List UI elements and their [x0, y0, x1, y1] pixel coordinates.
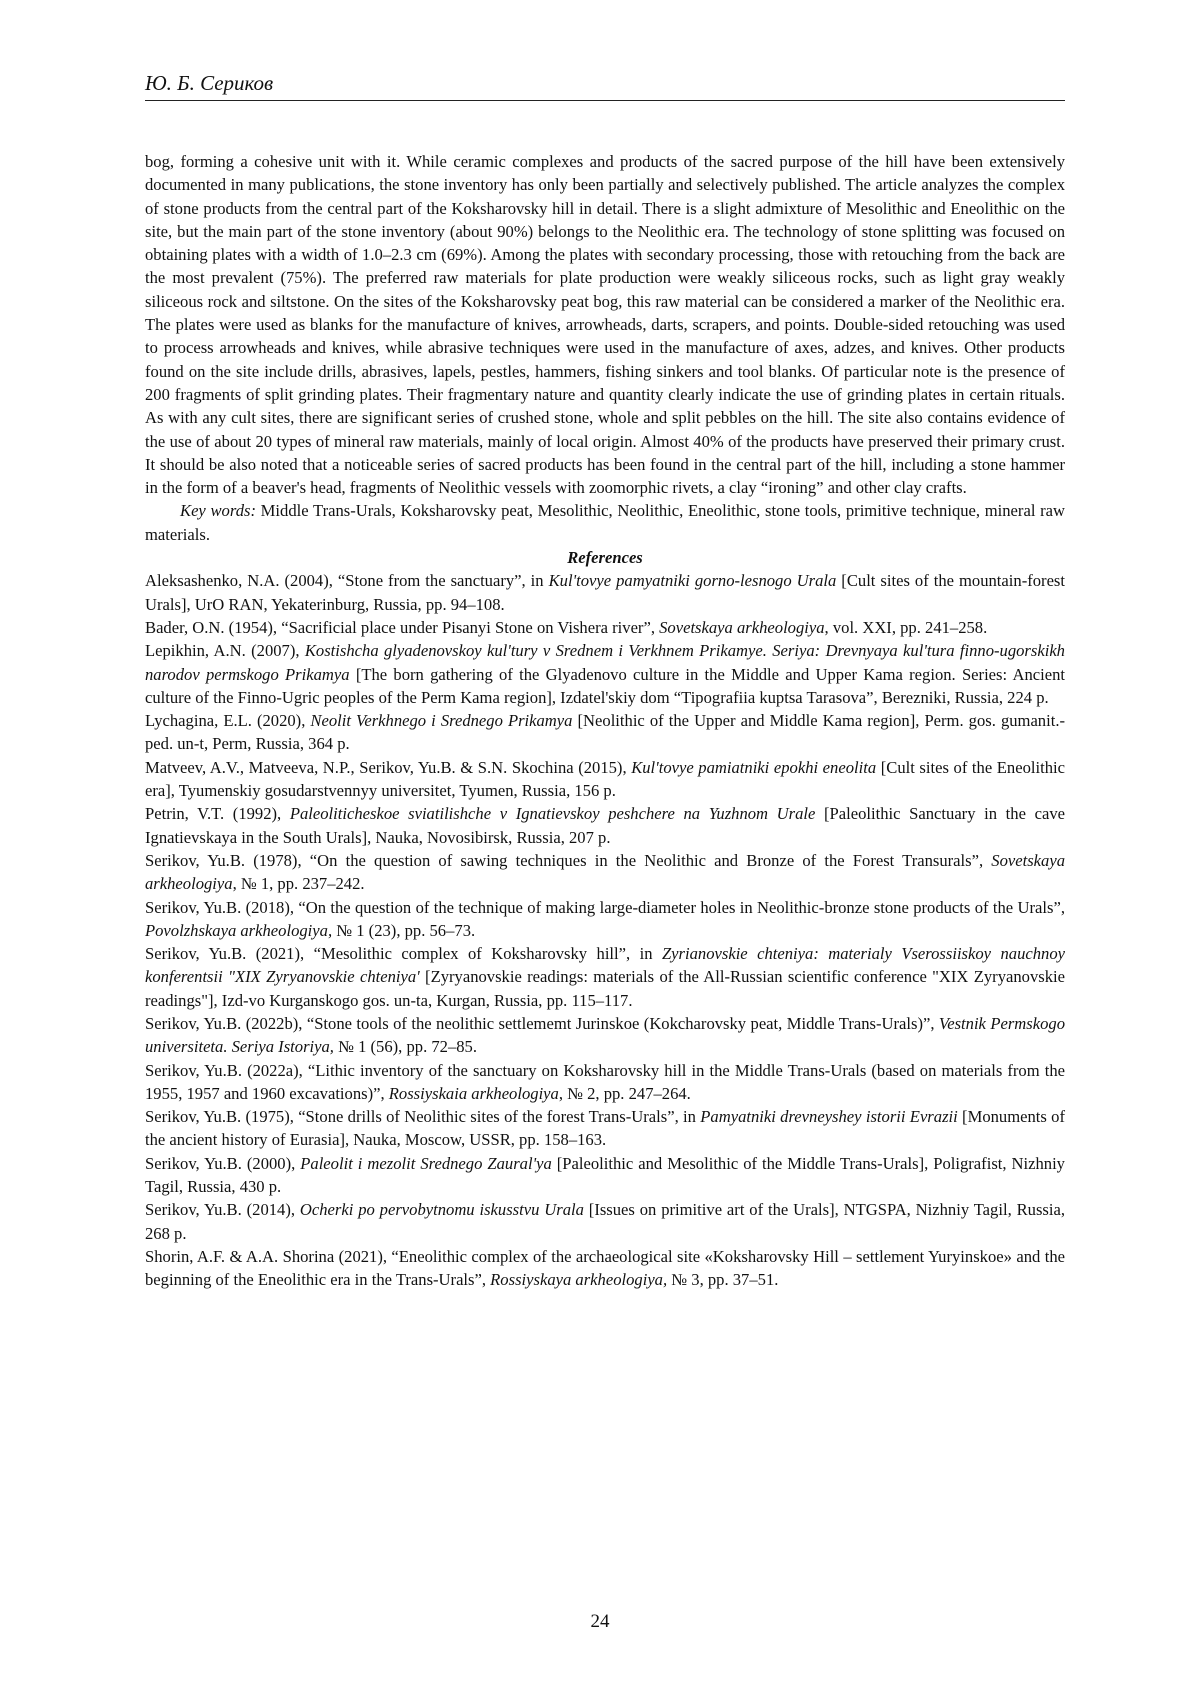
reference-item: Petrin, V.T. (1992), Paleoliticheskoe sviatilishche v Ignatievskoy peshchere na Yuzhnom Urale [Paleolithic Sanctuary in the cave Ignatievskaya in the South Urals], Nauka, Novosibirsk, Russia, 207 p. — [145, 804, 1065, 847]
reference-item: Serikov, Yu.B. (1975), “Stone drills of Neolithic sites of the forest Trans-Urals”, in Pamyatniki drevneyshey istorii Evrazii [Monuments of the ancient history of Eurasia], Nauka, Moscow, USSR, pp. 158–163. — [145, 1107, 1065, 1150]
reference-item: Aleksashenko, N.A. (2004), “Stone from the sanctuary”, in Kul'tovye pamyatniki gorno-lesnogo Urala [Cult sites of the mountain-forest Urals], UrO RAN, Yekaterinburg, Russia, pp. 94–108. — [145, 571, 1065, 614]
reference-item: Lepikhin, A.N. (2007), Kostishcha glyadenovskoy kul'tury v Srednem i Verkhnem Prikamye. Seriya: Drevnyaya kul'tura finno-ugorskikh narodov permskogo Prikamya [The born gathering of the Glyadenovo culture in the Middle and Upper Kama region. Series: Ancient culture of the Finno-Ugric peoples of the Perm Kama region], Izdatel'skiy dom “Tipografiia kuptsa Tarasova”, Berezniki, Russia, 224 p. — [145, 641, 1065, 707]
reference-item: Serikov, Yu.B. (1978), “On the question of sawing techniques in the Neolithic and Bronze of the Forest Transurals”, Sovetskaya arkheologiya, № 1, pp. 237–242. — [145, 850, 1065, 894]
reference-item: Serikov, Yu.B. (2018), “On the question of the technique of making large-diameter holes in Neolithic-bronze stone products of the Urals”, Povolzhskaya arkheologiya, № 1 (23), pp. 56–73. — [145, 897, 1065, 940]
reference-item: Serikov, Yu.B. (2000), Paleolit i mezolit Srednego Zaural'ya [Paleolithic and Mesolithic of the Middle Trans-Urals], Poligrafist, Nizhniy Tagil, Russia, 430 p. — [145, 1153, 1065, 1197]
running-header — [145, 70, 1065, 101]
header-author: Ю. Б. Сериков — [145, 71, 274, 95]
reference-item: Serikov, Yu.B. (2022a), “Lithic inventory of the sanctuary on Koksharovsky hill in the Middle Trans-Urals (based on materials from the 1955, 1957 and 1960 excavations)”, Rossiyskaia arkheologiya, № 2, pp. 247–264. — [145, 1060, 1065, 1103]
reference-item: Shorin, A.F. & A.A. Shorina (2021), “Eneolithic complex of the archaeological site «Koksharovsky Hill – settlement Yuryinskoe» and the beginning of the Eneolithic era in the Trans-Urals”, Rossiyskaya arkheologiya, № 3, pp. 37–51. — [145, 1246, 1065, 1290]
keywords-text: Middle Trans-Urals, Koksharovsky peat, Mesolithic, Neolithic, Eneolithic, stone tools, primitive technique, mineral raw materials. — [145, 501, 1065, 544]
reference-item: Bader, O.N. (1954), “Sacrificial place under Pisanyi Stone on Vishera river”, Sovetskaya arkheologiya, vol. XXI, pp. 241–258. — [145, 617, 988, 637]
keywords-paragraph — [145, 499, 1065, 546]
references-heading: References — [567, 548, 643, 568]
keywords-label: Key words: — [180, 501, 256, 521]
reference-item: Serikov, Yu.B. (2021), “Mesolithic complex of Koksharovsky hill”, in Zyrianovskie chteniya: materialy Vserossiiskoy nauchnoy konferentsii "XIX Zyryanovskie chteniya' [Zyryanovskie readings: materials of the All-Russian scientific conference "XIX Zyryanovskie readings"], Izd-vo Kurganskogo gos. un-ta, Kurgan, Russia, pp. 115–117. — [145, 944, 1065, 1010]
abstract-paragraph: bog, forming a cohesive unit with it. While ceramic complexes and products of the sacred purpose of the hill have been extensively documented in many publications, the stone inventory has only been partially and selectively published. The article analyzes the complex of stone products from the central part of the Koksharovsky hill in detail. There is a slight admixture of Mesolithic and Eneolithic on the site, but the main part of the stone inventory (about 90%) belongs to the Neolithic era. The technology of stone splitting was focused on obtaining plates with a width of 1.0–2.3 cm (69%). Among the plates with secondary processing, those with retouching from the back are the most prevalent (75%). The preferred raw materials for plate production were weakly siliceous rocks, such as light gray weakly siliceous rock and siltstone. On the sites of the Koksharovsky peat bog, this raw material can be considered a marker of the Neolithic era. The plates were used as blanks for the manufacture of knives, arrowheads, darts, scrapers, and points. Double-sided retouching was used to process arrowheads and knives, while abrasive techniques were used in the manufacture of axes, adzes, and knives. Other products found on the site include drills, abrasives, lapels, pestles, hammers, fishing sinkers and tool blanks. Of particular note is the presence of 200 fragments of split grinding plates. Their fragmentary nature and quantity clearly indicate the use of grinding plates in certain rituals. As with any cult sites, there are significant series of crushed stone, whole and split pebbles on the hill. The site also contains evidence of the use of about 20 types of mineral raw materials, mainly of local origin. Almost 40% of the products have preserved their primary crust. It should be also noted that a noticeable series of sacred products has been found in the central part of the hill, including a stone hammer in the form of a beaver's head, fragments of Neolithic vessels with zoomorphic rivets, a clay “ironing” and other clay crafts. — [145, 152, 1065, 498]
reference-item: Lychagina, E.L. (2020), Neolit Verkhnego i Srednego Prikamya [Neolithic of the Upper and Middle Kama region], Perm. gos. gumanit.-ped. un-t, Perm, Russia, 364 p. — [145, 711, 1066, 754]
reference-list — [145, 569, 1065, 1291]
reference-item: Serikov, Yu.B. (2014), Ocherki po pervobytnomu iskusstvu Urala [Issues on primitive art of the Urals], NTGSPA, Nizhniy Tagil, Russia, 268 p. — [145, 1200, 1065, 1243]
page-number: 24 — [590, 1611, 610, 1632]
reference-item: Matveev, A.V., Matveeva, N.P., Serikov, Yu.B. & S.N. Skochina (2015), Kul'tovye pamiatniki epokhi eneolita [Cult sites of the Eneolithic era], Tyumenskiy gosudarstvennyy universitet, Tyumen, Russia, 156 p. — [145, 757, 1065, 801]
page-body — [145, 150, 1065, 1292]
reference-item: Serikov, Yu.B. (2022b), “Stone tools of the neolithic settlememt Jurinskoe (Kokcharovsky peat, Middle Trans-Urals)”, Vestnik Permskogo universiteta. Seriya Istoriya, № 1 (56), pp. 72–85. — [145, 1013, 1066, 1057]
